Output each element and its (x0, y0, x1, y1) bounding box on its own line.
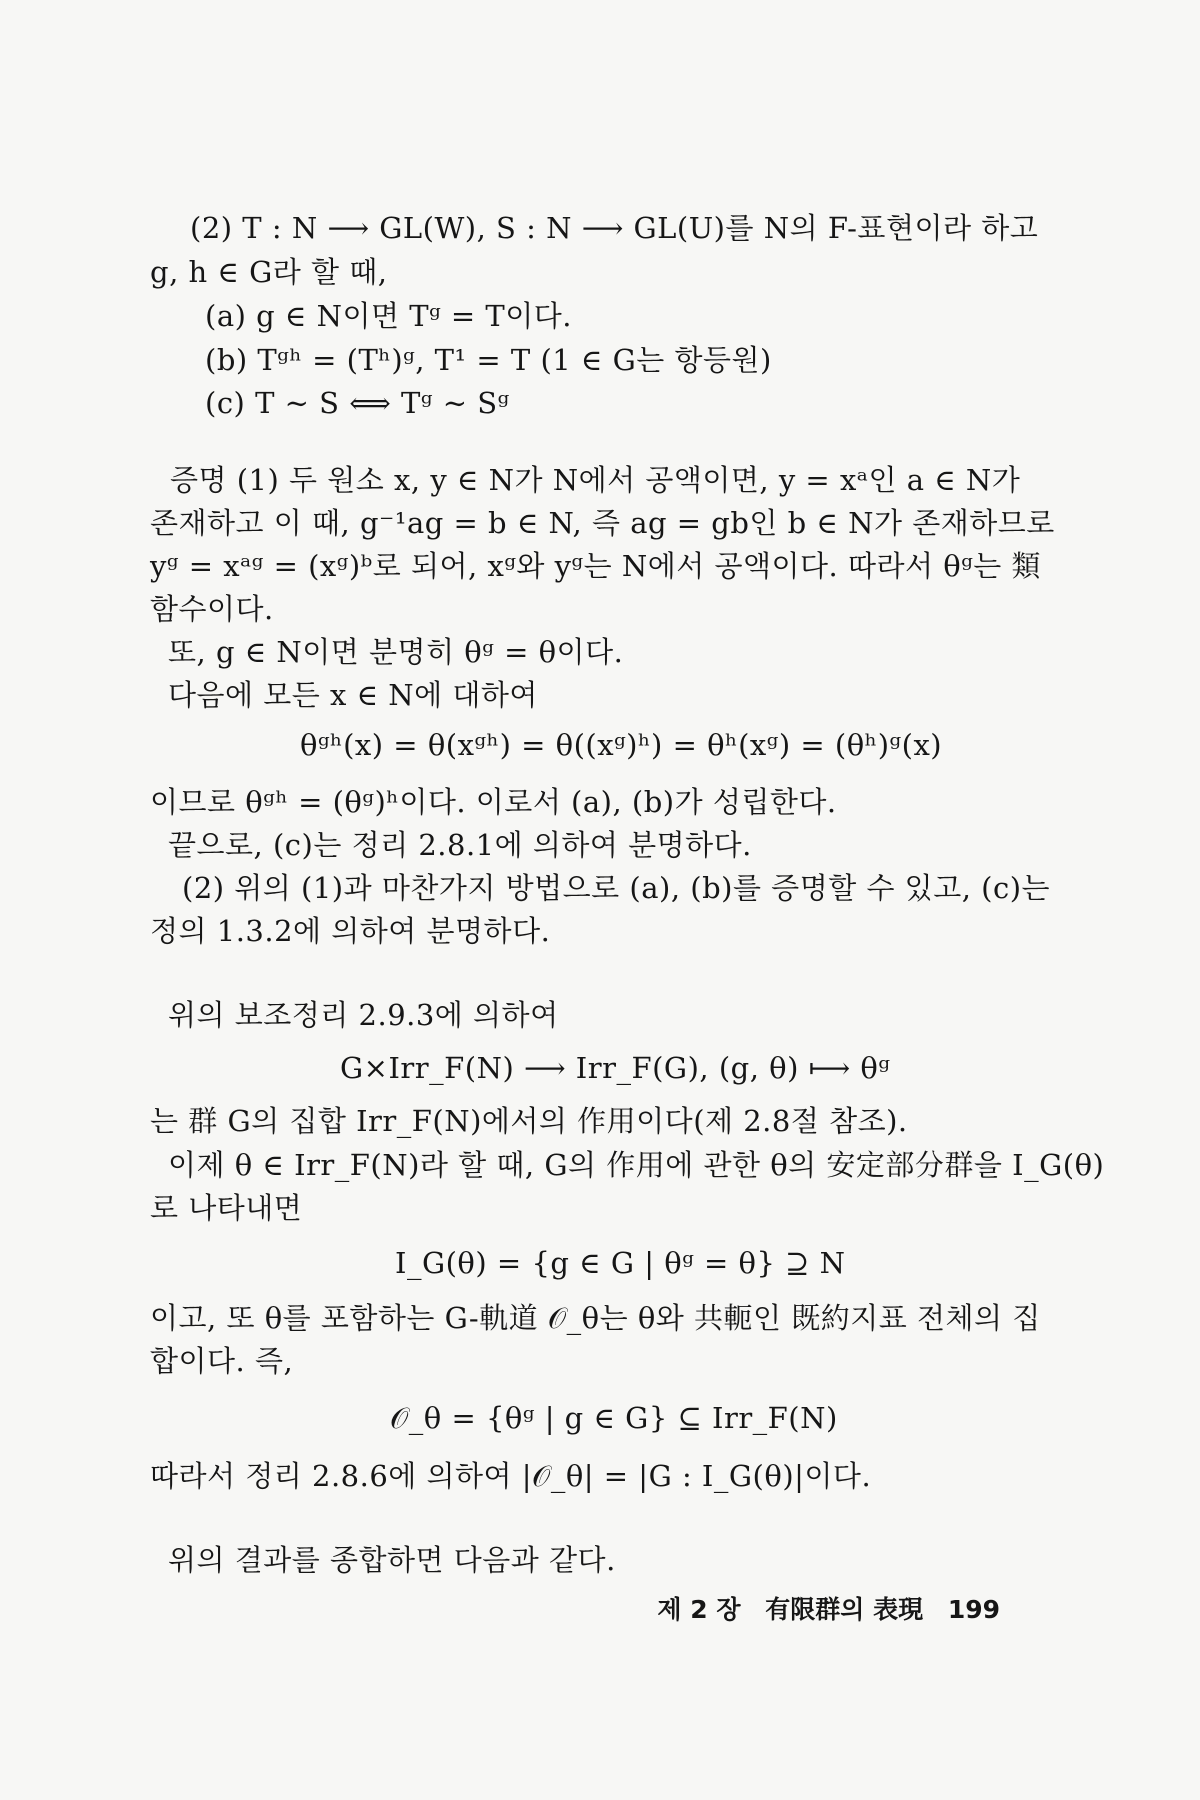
footer-page-number: 199 (947, 1595, 1000, 1624)
running-footer (641, 1590, 1000, 1626)
text-line: 위의 보조정리 2.9.3에 의하여 (168, 998, 559, 1032)
text-line: (2) T : N ⟶ GL(W), S : N ⟶ GL(U)를 N의 F-표현이라 하고 (190, 211, 1039, 245)
text-line: g, h ∈ G라 할 때, (150, 255, 388, 289)
text-line: G×Irr_F(N) ⟶ Irr_F(G), (g, θ) ⟼ θᵍ (340, 1051, 891, 1085)
text-line: 𝒪_θ = {θᵍ | g ∈ G} ⊆ Irr_F(N) (390, 1401, 838, 1435)
text-line: 로 나타내면 (150, 1191, 303, 1225)
text-line: (c) T ∼ S ⟺ Tᵍ ∼ Sᵍ (205, 386, 510, 420)
text-line: 함수이다. (150, 592, 274, 626)
text-line: (b) Tᵍʰ = (Tʰ)ᵍ, T¹ = T (1 ∈ G는 항등원) (205, 343, 772, 377)
text-line: 합이다. 즉, (150, 1344, 294, 1378)
text-line: 존재하고 이 때, g⁻¹ag = b ∈ N, 즉 ag = gb인 b ∈ N가 존재하므로 (150, 506, 1055, 540)
footer-title: 有限群의 表現 (765, 1595, 924, 1624)
footer-chapter: 제 2 장 (657, 1595, 741, 1624)
text-line: 는 群 G의 집합 Irr_F(N)에서의 作用이다(제 2.8절 참조). (150, 1104, 908, 1138)
text-line: (2) 위의 (1)과 마찬가지 방법으로 (a), (b)를 증명할 수 있고, (c)는 (182, 871, 1051, 905)
text-line: 정의 1.3.2에 의하여 분명하다. (150, 914, 551, 948)
text-line: θᵍʰ(x) = θ(xᵍʰ) = θ((xᵍ)ʰ) = θʰ(xᵍ) = (θʰ)ᵍ(x) (300, 728, 943, 762)
text-line: 위의 결과를 종합하면 다음과 같다. (168, 1543, 616, 1577)
text-line: yᵍ = xᵃᵍ = (xᵍ)ᵇ로 되어, xᵍ와 yᵍ는 N에서 공액이다. 따라서 θᵍ는 類 (150, 549, 1042, 583)
text-line: I_G(θ) = {g ∈ G | θᵍ = θ} ⊇ N (395, 1246, 846, 1280)
text-line: 이므로 θᵍʰ = (θᵍ)ʰ이다. 이로서 (a), (b)가 성립한다. (150, 785, 837, 819)
text-line: 이제 θ ∈ Irr_F(N)라 할 때, G의 作用에 관한 θ의 安定部分群을 I_G(θ) (168, 1148, 1105, 1182)
text-line: 이고, 또 θ를 포함하는 G-軌道 𝒪_θ는 θ와 共軛인 既約지표 전체의 집 (150, 1301, 1041, 1335)
proof-start-line: 증명 (1) 두 원소 x, y ∈ N가 N에서 공액이면, y = xᵃ인 a ∈ N가 (170, 463, 1021, 497)
text-line: 또, g ∈ N이면 분명히 θᵍ = θ이다. (168, 635, 624, 669)
text-line: 끝으로, (c)는 정리 2.8.1에 의하여 분명하다. (168, 828, 752, 862)
text-line: (a) g ∈ N이면 Tᵍ = T이다. (205, 299, 572, 333)
text-line: 따라서 정리 2.8.6에 의하여 |𝒪_θ| = |G : I_G(θ)|이다. (150, 1459, 872, 1493)
text-line: 다음에 모든 x ∈ N에 대하여 (168, 678, 538, 712)
